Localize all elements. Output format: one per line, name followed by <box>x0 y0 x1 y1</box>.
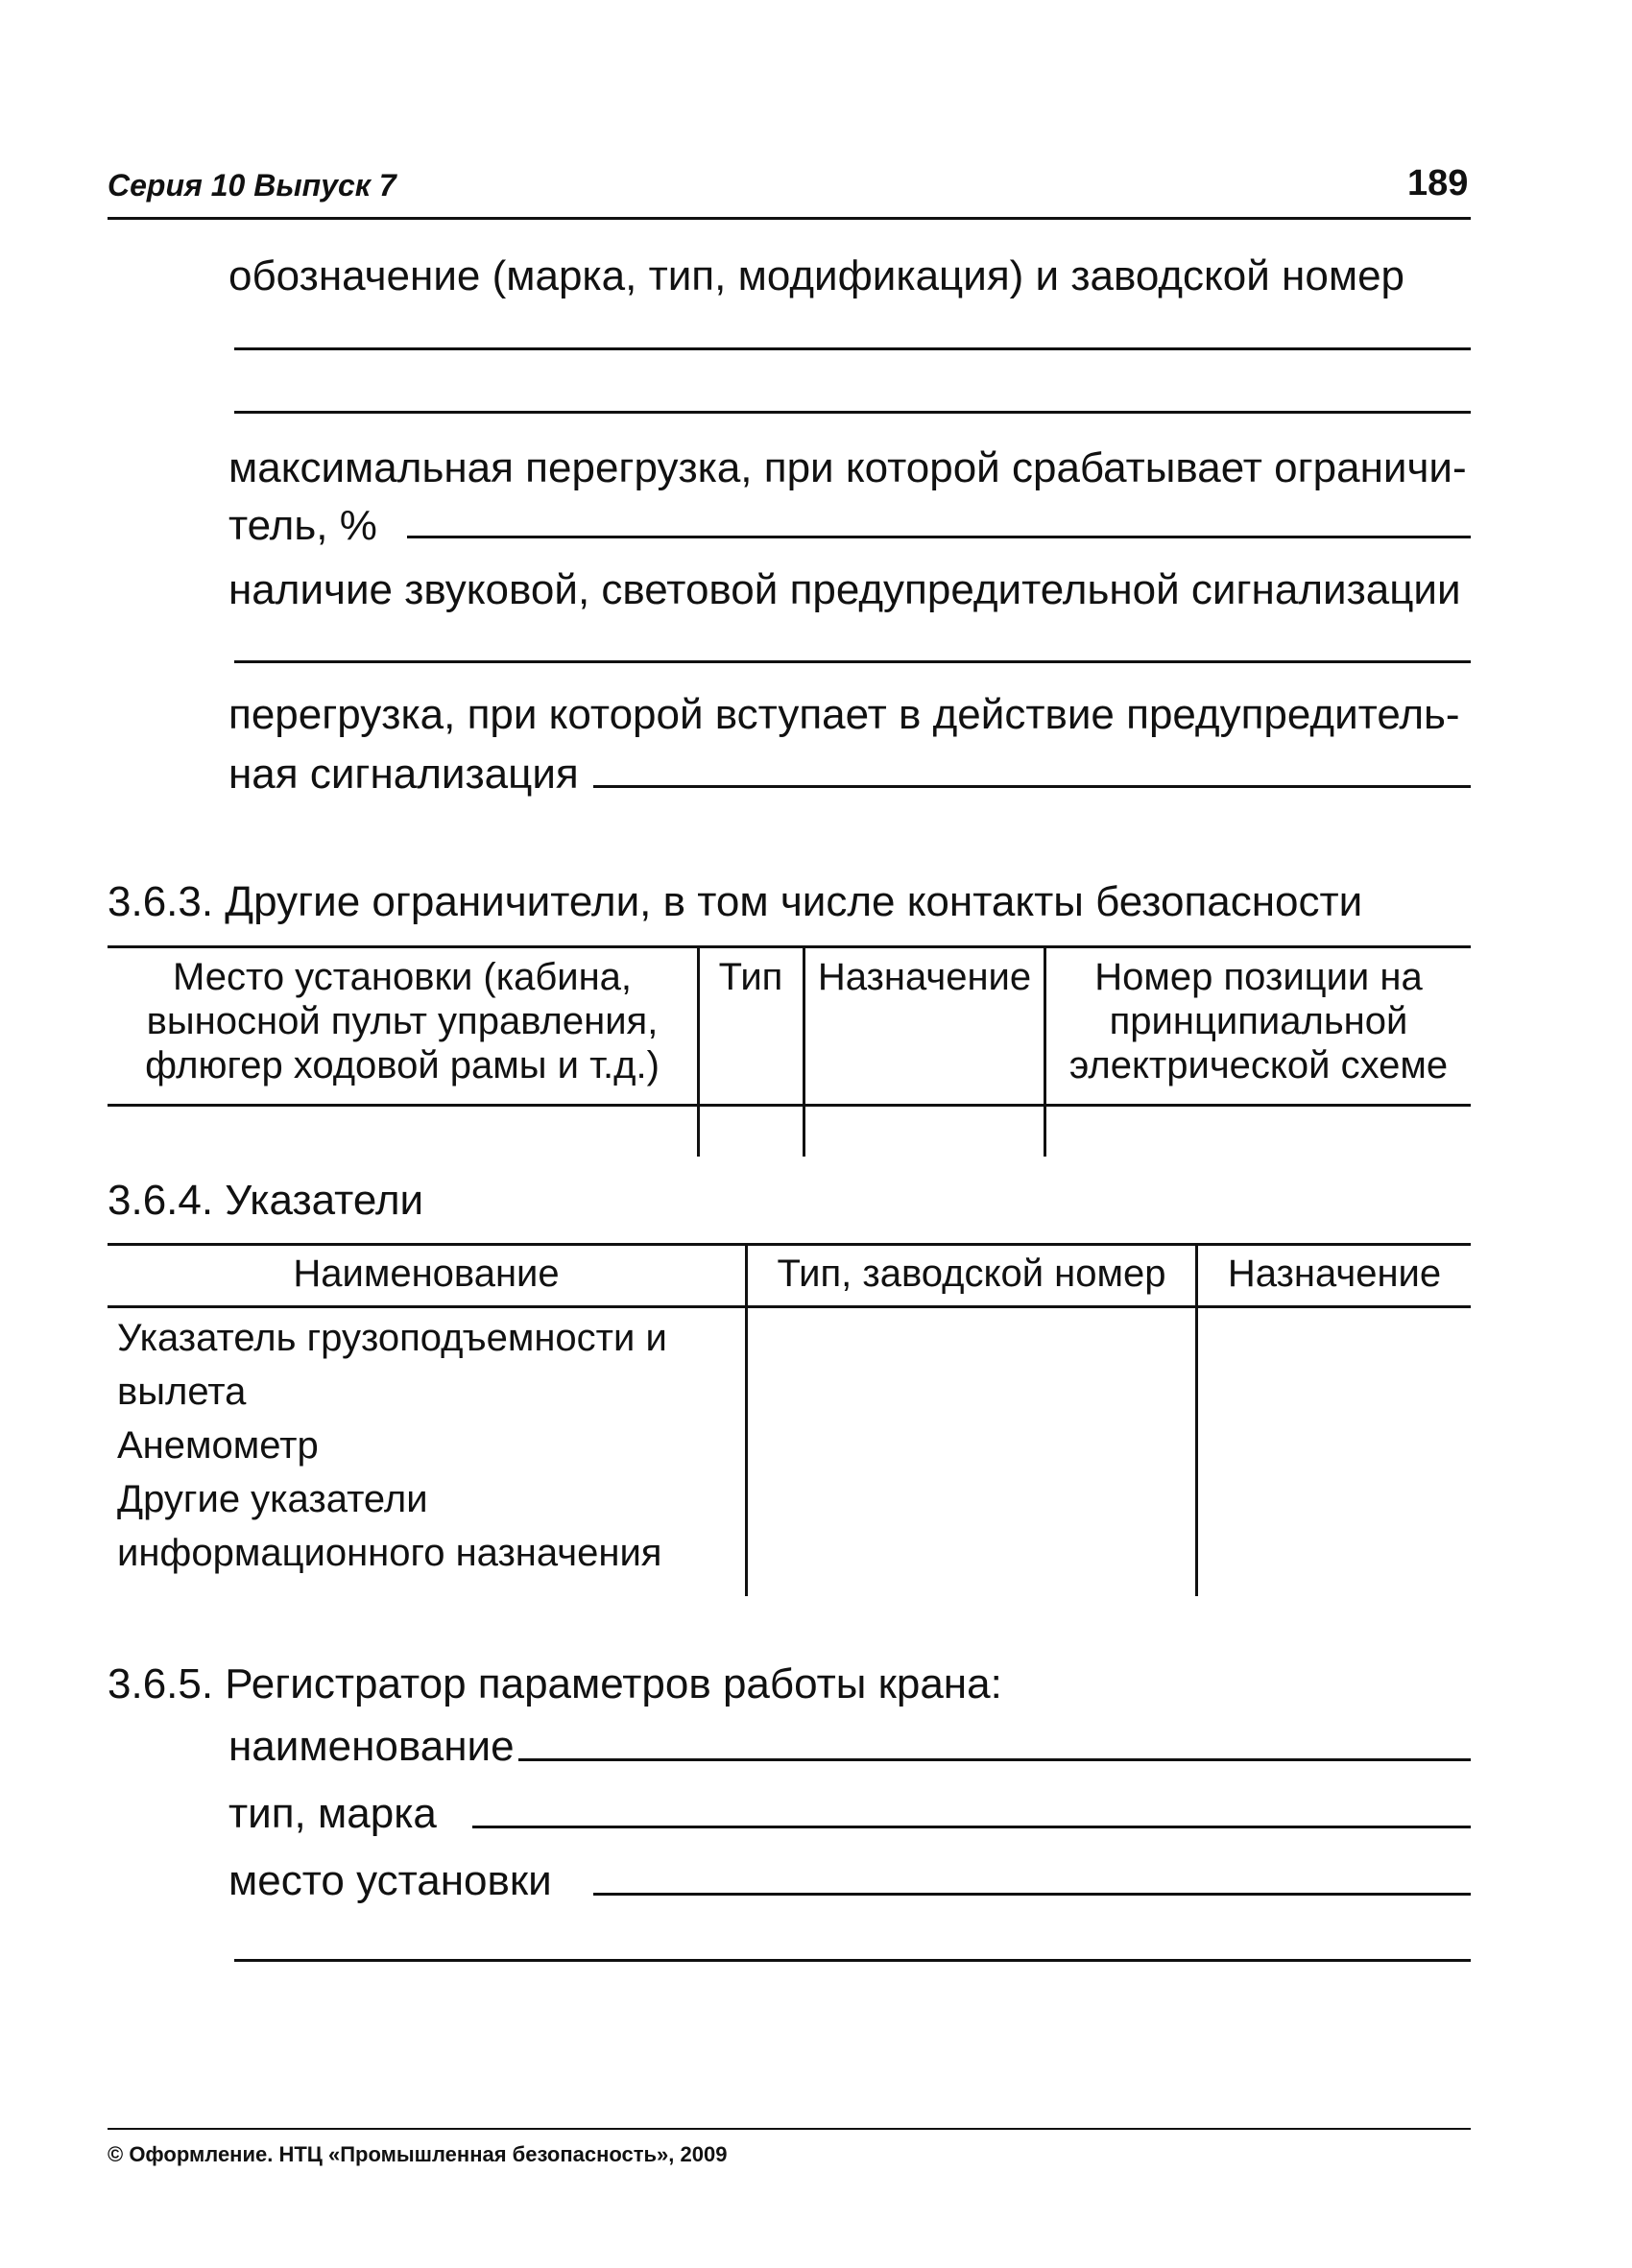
field-location-label: место установки <box>228 1857 552 1904</box>
table-363-top-rule <box>108 945 1471 948</box>
table-363-divider-2 <box>803 945 805 1157</box>
designation-label: обозначение (марка, тип, модификация) и заводской номер <box>228 252 1405 299</box>
table-364-header-rule <box>108 1305 1471 1308</box>
header-rule <box>108 217 1471 220</box>
table-364-col-type-number: Тип, заводской номер <box>777 1253 1166 1295</box>
table-364-col-purpose: Назначение <box>1227 1253 1442 1295</box>
table-364-top-rule <box>108 1243 1471 1246</box>
field-name-label: наименование <box>228 1723 515 1770</box>
table-364-row-anemometer: Анемометр <box>117 1424 319 1467</box>
max-overload-label-1: максимальная перегрузка, при которой срабатывает ограничи- <box>228 444 1467 491</box>
table-363-col-location: Место установки (кабина, выносной пульт управления, флюгер ходовой рамы и т.д.) <box>145 956 660 1086</box>
warning-overload-input-line[interactable] <box>593 785 1471 788</box>
table-363-col-type: Тип <box>718 956 783 998</box>
section-365-title: 3.6.5. Регистратор параметров работы крана: <box>108 1660 1002 1707</box>
footer-rule <box>108 2128 1471 2130</box>
field-location-input-line[interactable] <box>593 1893 1471 1896</box>
table-363-col-purpose: Назначение <box>817 956 1032 998</box>
field-location-input-line-2[interactable] <box>234 1959 1471 1962</box>
table-364-row-other: Другие указатели информационного назначения <box>117 1478 662 1574</box>
table-363-divider-1 <box>697 945 700 1157</box>
max-overload-input-line[interactable] <box>407 536 1471 538</box>
table-364-row-capacity: Указатель грузоподъемности и вылета <box>117 1317 667 1413</box>
page-number: 189 <box>1407 163 1469 203</box>
warning-overload-label-1: перегрузка, при которой вступает в действие предупредитель- <box>228 691 1460 738</box>
table-363-header-rule <box>108 1104 1471 1107</box>
designation-input-line-1[interactable] <box>234 347 1471 350</box>
field-type-label: тип, марка <box>228 1790 437 1837</box>
footer-copyright: © Оформление. НТЦ «Промышленная безопасность», 2009 <box>108 2142 728 2166</box>
designation-input-line-2[interactable] <box>234 411 1471 414</box>
table-364-divider-1 <box>745 1243 748 1596</box>
table-364-divider-2 <box>1195 1243 1198 1596</box>
signals-label: наличие звуковой, световой предупредительной сигнализации <box>228 566 1461 613</box>
max-overload-label-2: тель, % <box>228 502 377 549</box>
warning-overload-label-2: ная сигнализация <box>228 751 579 798</box>
table-363-col-position: Номер позиции на принципиальной электрической схеме <box>1068 956 1449 1086</box>
section-364-title: 3.6.4. Указатели <box>108 1177 424 1224</box>
field-type-input-line[interactable] <box>472 1826 1471 1828</box>
table-363-divider-3 <box>1044 945 1046 1157</box>
field-name-input-line[interactable] <box>518 1758 1471 1761</box>
series-label: Серия 10 Выпуск 7 <box>108 168 396 203</box>
table-364-col-name: Наименование <box>293 1253 560 1295</box>
section-363-title: 3.6.3. Другие ограничители, в том числе контакты безопасности <box>108 878 1363 925</box>
signals-input-line[interactable] <box>234 660 1471 663</box>
